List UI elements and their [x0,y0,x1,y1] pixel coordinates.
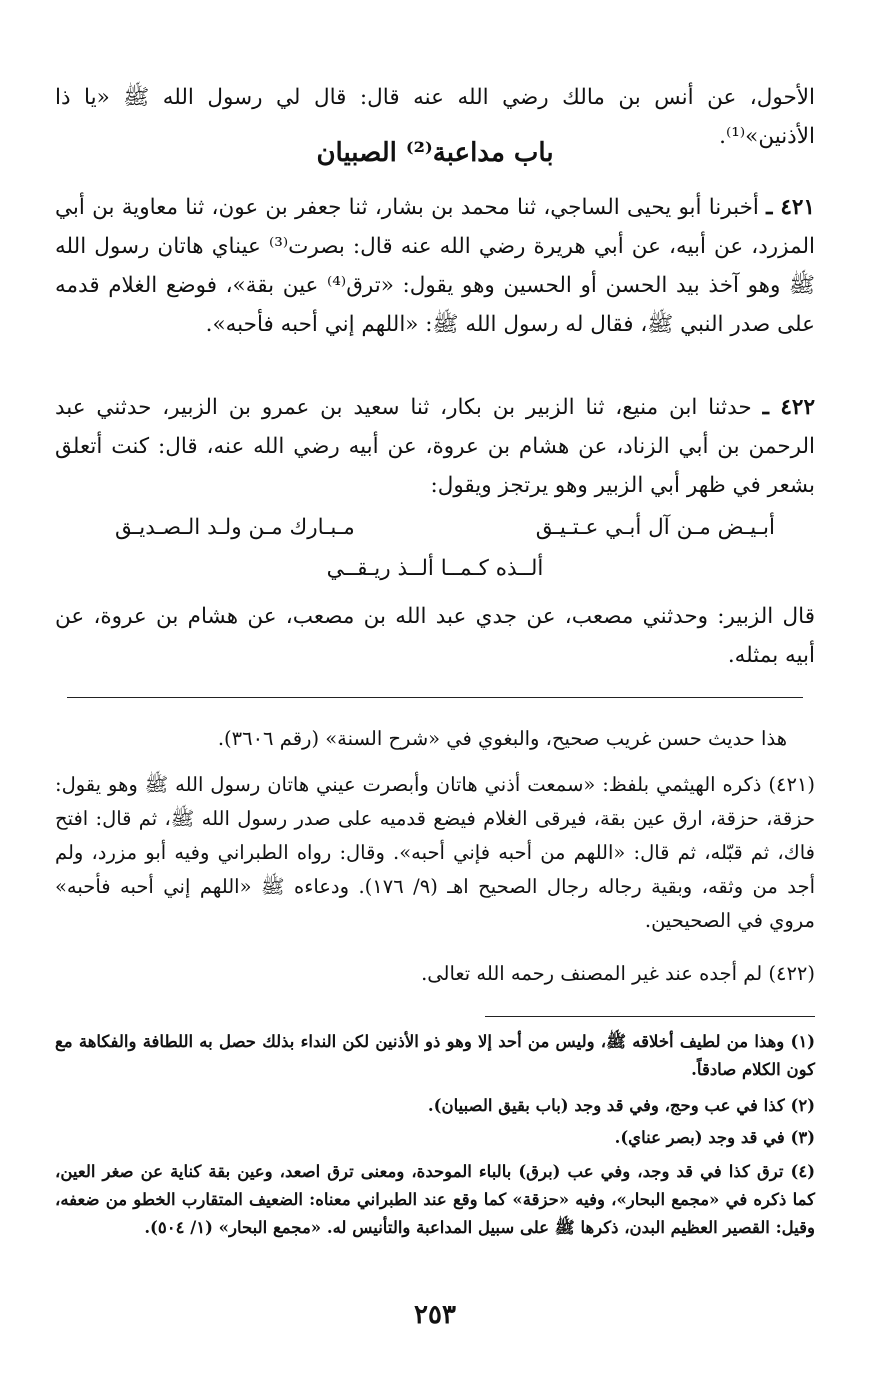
page-number: ٢٥٣ [414,1300,456,1330]
footnote-text: كذا في عب وحج، وفي قد وجد (باب بقيق الصبيان). [427,1096,785,1115]
footnote-label: (٢) [790,1096,815,1115]
commentary-text: ذكره الهيثمي بلفظ: «سمعت أذني هاتان وأبصرت عيني هاتان رسول الله ﷺ وهو يقول: حزقة، حزقة، ارق عين بقة، فيرقى الغلام فيضع قدميه على صدر رسول الله ﷺ، ثم قال: افتح فاك، ثم قبّله، ثم قال: «اللهم من أحبه فإني أحبه». وقال: رواه الطبراني وفيه أبو مزرد، ولم أجد من وثقه، وبقية رجاله رجال الصحيح اهـ (٩/ ١٧٦). ودعاءه ﷺ «اللهم إني أحبه فأحبه» مروي في الصحيحين. [55,773,815,932]
commentary-422 [55,957,815,991]
poem-verse-2 [55,556,815,581]
chapter-heading: باب مداعبة⁽²⁾ الصبيان [316,138,554,168]
footnote-text: في قد وجد (بصر عناي). [614,1128,785,1147]
footnote-label: (١) [790,1032,815,1051]
after-poem-text: قال الزبير: وحدثني مصعب، عن جدي عبد الله بن مصعب، عن هشام بن عروة، عن أبيه بمثله. [55,604,815,668]
commentary-text: لم أجده عند غير المصنف رحمه الله تعالى. [421,962,763,985]
hadith-number: ٤٢٢ ـ [762,395,815,420]
main-divider [67,697,803,698]
top-line: الأحول، عن أنس بن مالك رضي الله عنه قال: قال لي رسول الله ﷺ «يا ذا الأذنين»⁽¹⁾. [55,85,815,149]
commentary-label: (٤٢٢) [768,962,815,985]
hadith-421 [55,188,815,344]
footnote-text: ترق كذا في قد وجد، وفي عب (برق) بالباء الموحدة، ومعنى ترق اصعد، وعين بقة كناية عن صغر العين، كما ذكره في «مجمع البحار»، وفيه «حزقة» كما وقع عند الطبراني معناه: الضعيف المتقارب الخطو من ضعفه، وقيل: القصير العظيم البدن، ذكرها ﷺ على سبيل المداعبة والتأنيس له. «مجمع البحار» (١/ ٥٠٤). [55,1162,815,1237]
poem-hemistich-2: مـبـارك مـن ولـد الـصـديـق [115,515,355,540]
hadith-number: ٤٢١ ـ [766,195,815,220]
page [55,0,815,1376]
footnote-3 [55,1124,815,1152]
commentary-421 [55,768,815,938]
footnote-2 [55,1092,815,1120]
footnote-divider [485,1016,815,1017]
poem-verse-1 [55,515,815,540]
commentary-label: (٤٢١) [768,773,815,796]
hadith-text: حدثنا ابن منيع، ثنا الزبير بن بكار، ثنا سعيد بن عمرو بن الزبير، حدثني عبد الرحمن بن أبي الزناد، عن هشام بن عروة، عن أبيه رضي الله عنه، قال: كنت أتعلق بشعر في ظهر أبي الزبير وهو يرتجز ويقول: [55,395,815,498]
footnote-text: وهذا من لطيف أخلاقه ﷺ، وليس من أحد إلا وهو ذو الأذنين لكن النداء بذلك حصل به اللطافة والفكاهة مع كون الكلام صادقاً. [55,1032,815,1079]
footnote-1 [55,1028,815,1084]
footnote-label: (٤) [790,1162,815,1181]
poem-hemistich-3: ألــذه كـمــا ألــذ ريـقــي [326,556,544,581]
hadith-text: أخبرنا أبو يحيى الساجي، ثنا محمد بن بشار، ثنا جعفر بن عون، ثنا معاوية بن أبي المزرد، عن أبيه، عن أبي هريرة رضي الله عنه قال: بصرت⁽³⁾ عيناي هاتان رسول الله ﷺ وهو آخذ بيد الحسن أو الحسين وهو يقول: «ترق⁽⁴⁾ عين بقة»، فوضع الغلام قدمه على صدر النبي ﷺ، فقال له رسول الله ﷺ: «اللهم إني أحبه فأحبه». [55,195,816,337]
footnote-4 [55,1158,815,1242]
footnote-label: (٣) [790,1128,815,1147]
poem-hemistich-1: أبـيـض مـن آل أبـي عـتـيـق [535,515,775,540]
commentary-intro: هذا حديث حسن غريب صحيح، والبغوي في «شرح السنة» (رقم ٣٦٠٦). [217,727,787,750]
hadith-422 [55,388,815,505]
